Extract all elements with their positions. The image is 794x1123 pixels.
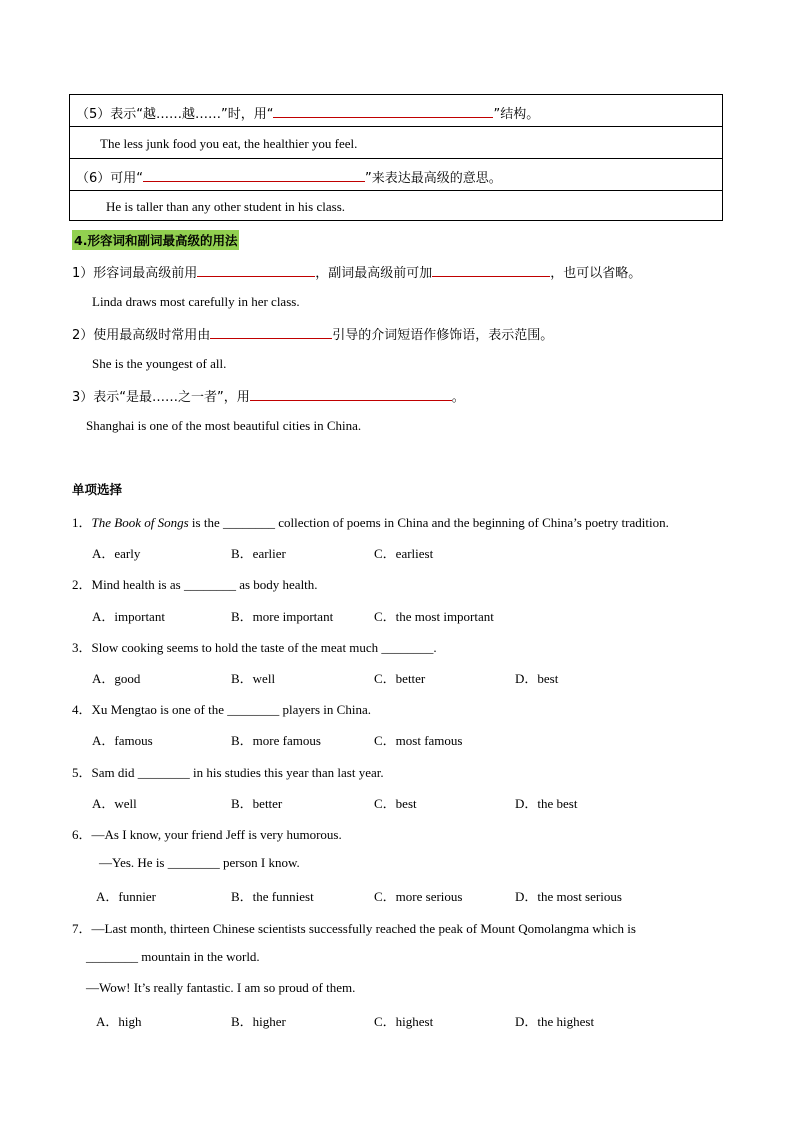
option-c[interactable]: C．earliest bbox=[374, 546, 434, 561]
fill-blank[interactable] bbox=[432, 264, 550, 277]
row5-example: The less junk food you eat, the healthier you feel. bbox=[100, 136, 358, 151]
option-c[interactable]: C．most famous bbox=[374, 733, 463, 748]
question-7-reply: —Wow! It’s really fantastic. I am so proud of them. bbox=[86, 980, 356, 995]
option-c[interactable]: C．the most important bbox=[374, 609, 494, 624]
option-a[interactable]: A．well bbox=[92, 796, 137, 811]
question-7-line2: ________ mountain in the world. bbox=[86, 949, 260, 964]
question-text: Slow cooking seems to hold the taste of the meat much ________. bbox=[91, 640, 437, 655]
question-6-reply: —Yes. He is ________ person I know. bbox=[99, 855, 300, 870]
option-c[interactable]: C．more serious bbox=[374, 889, 463, 904]
option-b[interactable]: B．higher bbox=[231, 1014, 286, 1029]
question-text: Sam did ________ in his studies this year than last year. bbox=[91, 765, 384, 780]
item1-text-a: 1）形容词最高级前用 bbox=[72, 266, 198, 281]
option-a[interactable]: A．early bbox=[92, 546, 141, 561]
question-text: —As I know, your friend Jeff is very humorous. bbox=[91, 827, 342, 842]
table-divider bbox=[70, 126, 722, 127]
question-text: Xu Mengtao is one of the ________ players in China. bbox=[91, 702, 371, 717]
table-row-6 bbox=[76, 167, 502, 186]
fill-blank[interactable] bbox=[250, 388, 452, 401]
option-a[interactable]: A．famous bbox=[92, 733, 153, 748]
question-1 bbox=[72, 512, 669, 531]
table-divider bbox=[70, 158, 722, 159]
question-3 bbox=[72, 637, 437, 656]
question-number: 4． bbox=[72, 702, 92, 717]
table-row-5 bbox=[76, 103, 539, 122]
item3-text-a: 3）表示“是最……之一者”，用 bbox=[72, 390, 250, 405]
question-text: Mind health is as ________ as body health. bbox=[91, 577, 318, 592]
item1-example: Linda draws most carefully in her class. bbox=[92, 294, 300, 309]
fill-blank[interactable] bbox=[143, 169, 365, 182]
question-6 bbox=[72, 824, 342, 843]
fill-blank[interactable] bbox=[273, 105, 493, 118]
rule-item-1 bbox=[72, 262, 641, 281]
book-title: The Book of Songs bbox=[91, 515, 189, 530]
item2-text-b: 引导的介词短语作修饰语，表示范围。 bbox=[332, 328, 554, 343]
option-b[interactable]: B．more important bbox=[231, 609, 334, 624]
rule-item-2 bbox=[72, 324, 553, 343]
option-d[interactable]: D．the most serious bbox=[515, 889, 622, 904]
question-5 bbox=[72, 762, 384, 781]
item2-example: She is the youngest of all. bbox=[92, 356, 227, 371]
option-c[interactable]: C．best bbox=[374, 796, 417, 811]
option-b[interactable]: B．more famous bbox=[231, 733, 321, 748]
grammar-table bbox=[69, 94, 723, 221]
option-d[interactable]: D．best bbox=[515, 671, 559, 686]
question-4 bbox=[72, 699, 371, 718]
item3-example: Shanghai is one of the most beautiful cities in China. bbox=[86, 418, 362, 433]
option-b[interactable]: B．better bbox=[231, 796, 283, 811]
fill-blank[interactable] bbox=[197, 264, 315, 277]
option-a[interactable]: A．good bbox=[92, 671, 141, 686]
question-number: 6． bbox=[72, 827, 92, 842]
question-7 bbox=[72, 918, 636, 937]
question-number: 5． bbox=[72, 765, 92, 780]
question-number: 2． bbox=[72, 577, 92, 592]
rule-item-3 bbox=[72, 386, 465, 405]
question-number: 7． bbox=[72, 921, 92, 936]
exercise-heading: 单项选择 bbox=[72, 482, 123, 497]
item3-text-b: 。 bbox=[451, 390, 465, 405]
row6-prefix: （6）可用“ bbox=[76, 171, 144, 186]
section-title: 4.形容词和副词最高级的用法 bbox=[72, 230, 239, 250]
option-d[interactable]: D．the best bbox=[515, 796, 578, 811]
table-divider bbox=[70, 190, 722, 191]
item1-text-b: ，副词最高级前可加 bbox=[315, 266, 433, 281]
option-c[interactable]: C．highest bbox=[374, 1014, 434, 1029]
question-number: 1． bbox=[72, 515, 92, 530]
question-text: is the ________ collection of poems in China and the beginning of China’s poetry tradition. bbox=[188, 515, 669, 530]
row5-prefix: （5）表示“越……越……”时，用“ bbox=[76, 107, 274, 122]
question-text: —Last month, thirteen Chinese scientists successfully reached the peak of Mount Qomolangma which is bbox=[91, 921, 636, 936]
row5-suffix: ”结构。 bbox=[493, 107, 540, 122]
option-b[interactable]: B．earlier bbox=[231, 546, 286, 561]
option-c[interactable]: C．better bbox=[374, 671, 426, 686]
item2-text-a: 2）使用最高级时常用由 bbox=[72, 328, 211, 343]
option-a[interactable]: A．important bbox=[92, 609, 165, 624]
item1-text-c: ，也可以省略。 bbox=[550, 266, 642, 281]
fill-blank[interactable] bbox=[210, 326, 332, 339]
option-b[interactable]: B．the funniest bbox=[231, 889, 314, 904]
option-a[interactable]: A．funnier bbox=[96, 889, 156, 904]
row6-example: He is taller than any other student in his class. bbox=[106, 199, 346, 214]
option-d[interactable]: D．the highest bbox=[515, 1014, 595, 1029]
row6-suffix: ”来表达最高级的意思。 bbox=[365, 171, 502, 186]
option-b[interactable]: B．well bbox=[231, 671, 276, 686]
question-2 bbox=[72, 574, 318, 593]
question-number: 3． bbox=[72, 640, 92, 655]
option-a[interactable]: A．high bbox=[96, 1014, 142, 1029]
